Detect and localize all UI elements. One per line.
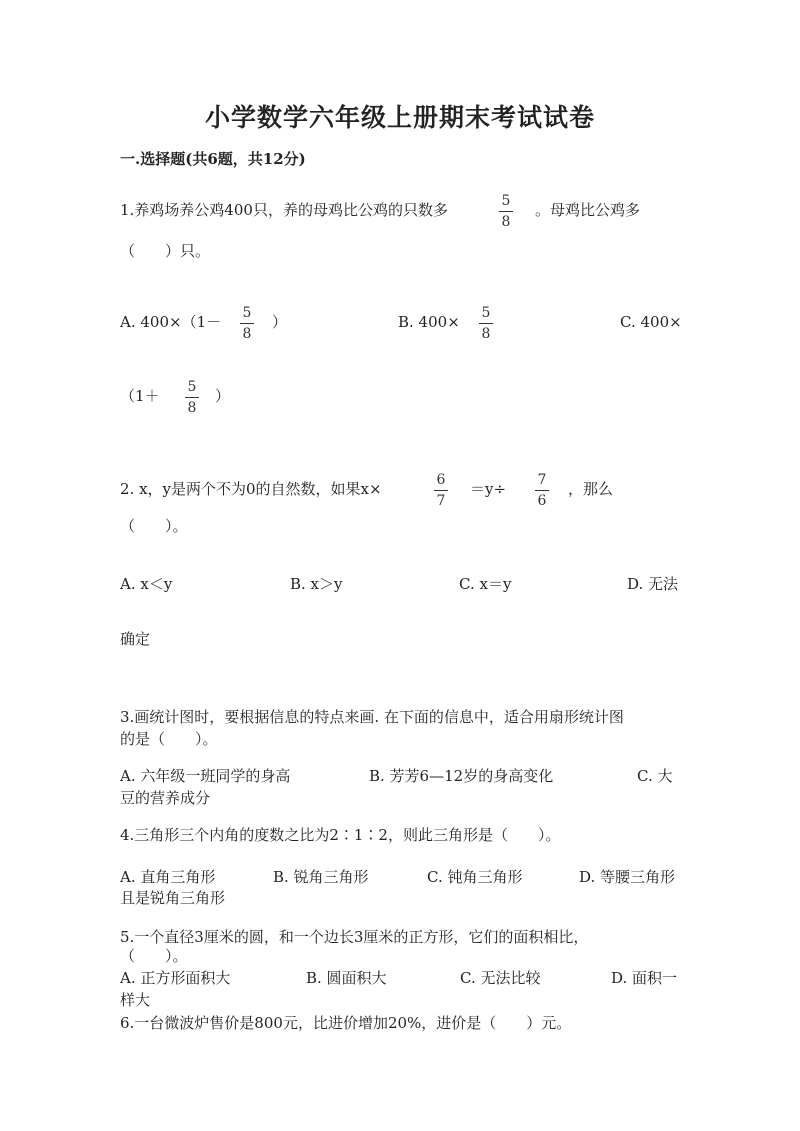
question-1-option-a: A. 400×（1－ [120,313,222,331]
fraction-numerator: 5 [501,193,511,209]
question-4-option-c: C. 钝角三角形 [427,868,523,886]
fraction-numerator: 7 [537,472,547,488]
question-2-text-mid: ＝y÷ [470,480,507,498]
question-5-option-a: A. 正方形面积大 [120,969,231,987]
fraction-bar [185,397,199,398]
section-heading: 一.选择题(共6题，共12分) [120,150,306,168]
question-3-option-b: B. 芳芳6—12岁的身高变化 [369,767,554,785]
question-3-option-c-cont: 豆的营养成分 [120,789,211,807]
question-5-option-b: B. 圆面积大 [306,969,387,987]
question-3-line-1: 3.画统计图时，要根据信息的特点来画. 在下面的信息中，适合用扇形统计图 [120,708,624,726]
question-4-option-d-cont: 且是锐角三角形 [120,889,226,907]
question-2-option-c: C. x＝y [459,575,512,593]
fraction-denominator: 8 [481,326,491,342]
question-4-option-d: D. 等腰三角形 [579,868,676,886]
question-1-blank: （ ）只。 [120,242,211,260]
question-3-option-c: C. 大 [637,767,673,785]
question-2-option-a: A. x＜y [120,575,173,593]
question-1-fraction [495,193,517,230]
option-b-fraction [475,305,497,342]
question-2-text: 2. x，y是两个不为0的自然数，如果x× [120,480,382,498]
question-2-fraction-2 [531,472,553,509]
option-a-close: ） [272,313,288,331]
fraction-numerator: 5 [481,305,491,321]
fraction-numerator: 5 [242,305,252,321]
question-5-option-d: D. 面积一 [611,969,678,987]
question-1-option-b: B. 400× [398,313,460,331]
fraction-bar [535,490,549,491]
question-2-fraction-1 [430,472,452,509]
page-title: 小学数学六年级上册期末考试试卷 [204,103,595,132]
question-5-line-1: 5.一个直径3厘米的圆，和一个边长3厘米的正方形，它们的面积相比， [120,928,589,946]
option-a-fraction [236,305,258,342]
question-2-option-d: D. 无法 [627,575,679,593]
fraction-denominator: 7 [436,493,446,509]
question-1-text-cont: 。母鸡比公鸡多 [535,201,641,219]
question-2-option-b: B. x＞y [290,575,343,593]
fraction-bar [240,323,254,324]
question-4-option-a: A. 直角三角形 [120,868,216,886]
fraction-bar [499,211,513,212]
fraction-numerator: 6 [436,472,446,488]
question-5-option-c: C. 无法比较 [460,969,541,987]
question-3-option-a: A. 六年级一班同学的身高 [120,767,291,785]
fraction-numerator: 5 [187,379,197,395]
question-1-option-c: C. 400× [620,313,682,331]
question-2-blank: （ ）。 [120,517,188,535]
question-2-text-end: ，那么 [568,480,614,498]
option-c-close: ） [215,387,231,405]
fraction-denominator: 6 [537,493,547,509]
fraction-denominator: 8 [242,326,252,342]
fraction-denominator: 8 [187,400,197,416]
question-2-option-d-cont: 确定 [120,630,151,648]
question-6-line-1: 6.一台微波炉售价是800元，比进价增加20%，进价是（ ）元。 [120,1014,572,1032]
fraction-denominator: 8 [501,214,511,230]
question-5-option-d-cont: 样大 [120,991,151,1009]
fraction-bar [434,490,448,491]
question-4-line-1: 4.三角形三个内角的度数之比为2∶1∶2，则此三角形是（ ）。 [120,826,561,844]
question-3-line-2: 的是（ ）。 [120,730,218,748]
question-4-option-b: B. 锐角三角形 [273,868,369,886]
question-1-text: 1.养鸡场养公鸡400只，养的母鸡比公鸡的只数多 [120,201,448,219]
question-5-line-2: （ ）。 [120,947,188,965]
option-c-fraction [181,379,203,416]
option-c-line2: （1＋ [120,387,160,405]
fraction-bar [479,323,493,324]
